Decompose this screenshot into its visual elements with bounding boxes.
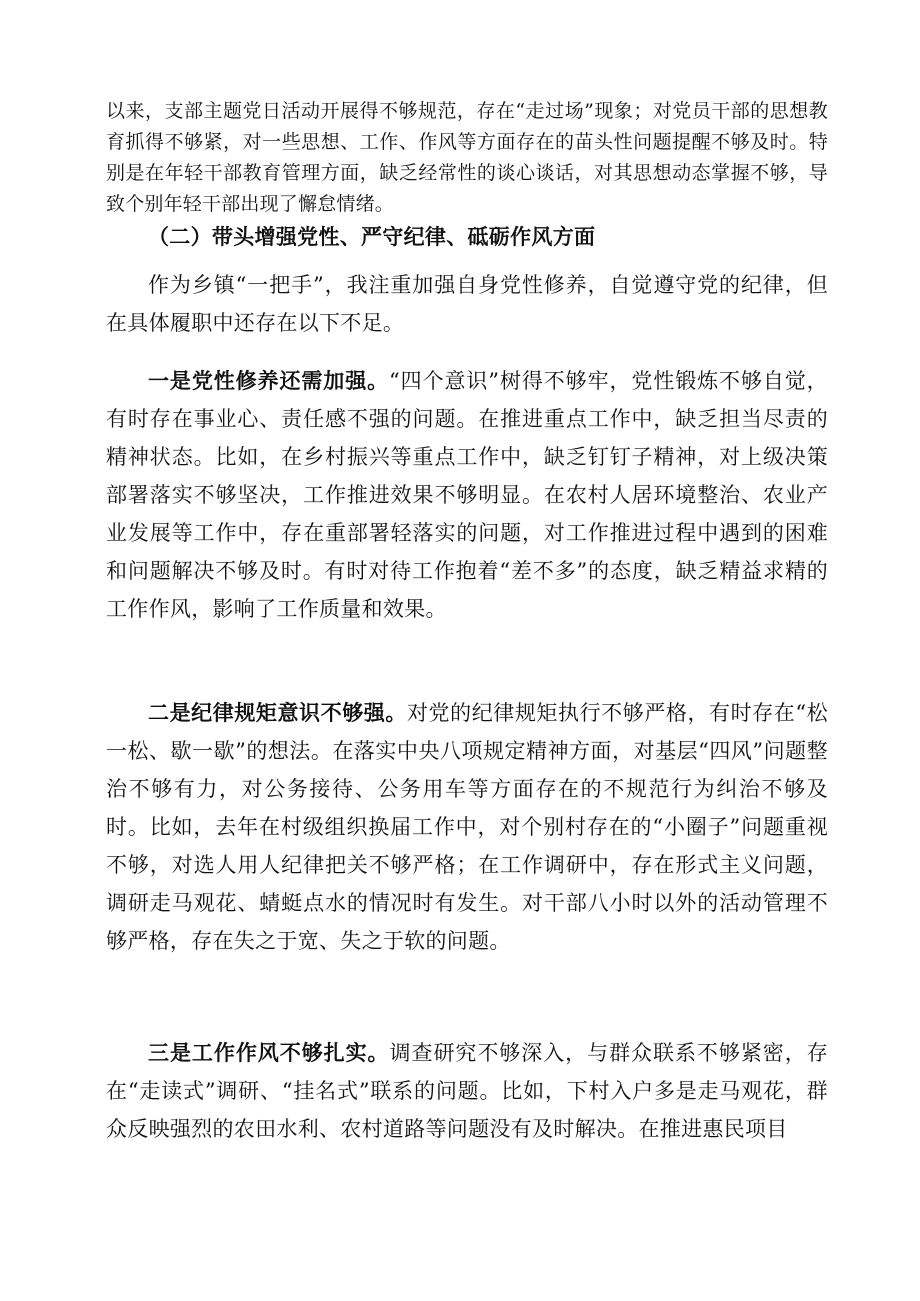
- point-two-lead: 二是纪律规矩意识不够强。: [148, 700, 407, 725]
- paragraph-text: 以来，支部主题党日活动开展得不够规范，存在“走过场”现象；对党员干部的思想教育抓得不够紧，对一些思想、工作、作风等方面存在的苗头性问题提醒不够及时。特别是在年轻干部教育管理方面，缺乏经常性的谈心谈话，对其思想动态掌握不够，导致个别年轻干部出现了懈怠情绪。: [106, 100, 828, 215]
- point-three-lead: 三是工作作风不够扎实。: [148, 1040, 390, 1065]
- intro-paragraph: [106, 266, 828, 342]
- paragraph-continued: [106, 96, 828, 220]
- point-one-body: “四个意识”树得不够牢，党性锻炼不够自觉，有时存在事业心、责任感不强的问题。在推进重点工作中，缺乏担当尽责的精神状态。比如，在乡村振兴等重点工作中，缺乏钉钉子精神，对上级决策部署落实不够坚决，工作推进效果不够明显。在农村人居环境整治、农业产业发展等工作中，存在重部署轻落实的问题，对工作推进过程中遇到的困难和问题解决不够及时。有时对待工作抱着“差不多”的态度，缺乏精益求精的工作作风，影响了工作质量和效果。: [106, 369, 828, 621]
- paragraph-text: 作为乡镇“一把手”，我注重加强自身党性修养，自觉遵守党的纪律，但在具体履职中还存在以下不足。: [106, 273, 828, 335]
- point-three-body: 调查研究不够深入，与群众联系不够紧密，存在“走读式”调研、“挂名式”联系的问题。比如，下村入户多是走马观花，群众反映强烈的农田水利、农村道路等问题没有及时解决。在推进惠民项目: [106, 1041, 828, 1141]
- point-two-paragraph: [106, 694, 828, 960]
- section-heading: [106, 218, 828, 256]
- point-two-body: 对党的纪律规矩执行不够严格，有时存在“松一松、歇一歇”的想法。在落实中央八项规定精神方面，对基层“四风”问题整治不够有力，对公务接待、公务用车等方面存在的不规范行为纠治不够及时。比如，去年在村级组织换届工作中，对个别村存在的“小圈子”问题重视不够，对选人用人纪律把关不够严格；在工作调研中，存在形式主义问题，调研走马观花、蜻蜓点水的情况时有发生。对干部八小时以外的活动管理不够严格，存在失之于宽、失之于软的问题。: [106, 701, 828, 953]
- point-one-lead: 一是党性修养还需加强。: [148, 368, 390, 393]
- point-one-paragraph: [106, 362, 828, 628]
- section-heading-text: （二）带头增强党性、严守纪律、砥砺作风方面: [148, 224, 596, 249]
- point-three-paragraph: [106, 1034, 828, 1148]
